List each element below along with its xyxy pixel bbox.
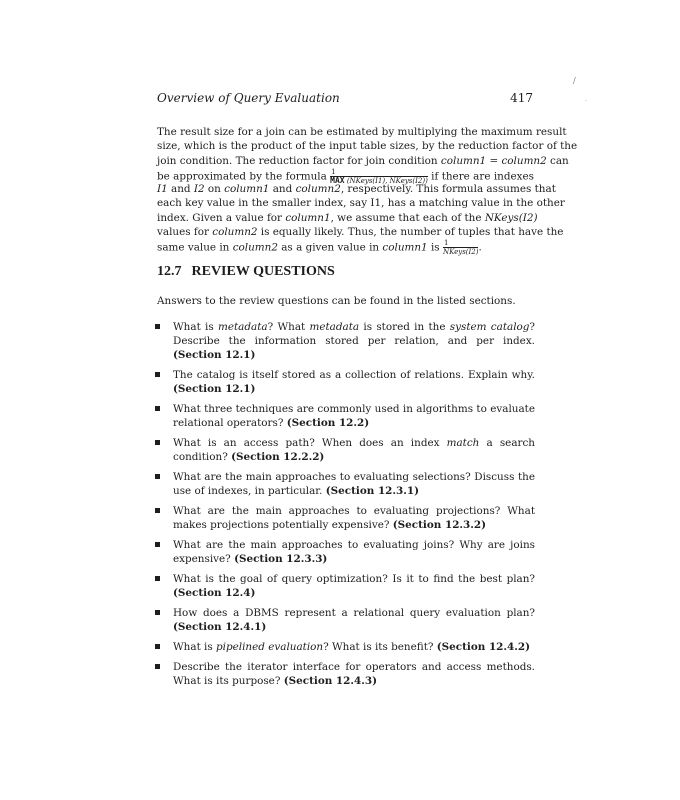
corner-dot: . — [585, 96, 587, 103]
review-question — [155, 538, 535, 566]
bullet-icon — [155, 508, 160, 513]
section-reference: (Section 12.4.3) — [283, 675, 377, 687]
page-number: 417 — [510, 91, 533, 105]
bullet-icon — [155, 610, 160, 615]
tuple-fraction: $\frac{1}{\text{NKeys(I2)}}$ — [442, 239, 479, 257]
section-reference: (Section 12.1) — [173, 349, 256, 361]
review-questions-list — [155, 320, 535, 688]
bullet-icon — [155, 324, 160, 329]
question-text: What is the goal of query optimization? Is it to find the best plan? — [173, 573, 535, 585]
section-title: REVIEW QUESTIONS — [191, 264, 335, 279]
corner-mark: / — [573, 76, 576, 85]
running-header — [157, 91, 537, 107]
section-heading — [157, 264, 335, 280]
question-text: What is an access path? When does an index match a search condition? — [173, 437, 535, 463]
paragraph-line: The result size for a join can be estimated by multiplying the maximum result — [157, 126, 567, 138]
question-text: How does a DBMS represent a relational query evaluation plan? — [173, 607, 535, 619]
paragraph-line: I1 and I2 on column1 and column2, respectively. This formula assumes that — [157, 183, 556, 196]
review-question — [155, 436, 535, 464]
bullet-icon — [155, 644, 160, 649]
bullet-icon — [155, 664, 160, 669]
section-reference: (Section 12.4.2) — [436, 641, 531, 653]
review-intro: Answers to the review questions can be found in the listed sections. — [157, 295, 516, 307]
paragraph-line: join condition. The reduction factor for join condition column1 = column2 can — [157, 154, 569, 167]
bullet-icon — [155, 440, 160, 445]
section-reference: (Section 12.1) — [173, 383, 256, 395]
review-question — [155, 606, 535, 634]
join-size-paragraph — [157, 125, 578, 257]
question-text: What are the main approaches to evaluating joins? Why are joins expensive? — [173, 539, 535, 565]
review-question — [155, 572, 535, 600]
paragraph-line: each key value in the smaller index, say I1, has a matching value in the other — [157, 197, 565, 210]
review-question — [155, 320, 535, 362]
bullet-icon — [155, 372, 160, 377]
question-text: What is pipelined evaluation? What is its benefit? — [173, 641, 437, 653]
reduction-factor-formula: $\frac{1}{\text{MAX (NKeys(I1), NKeys(I2))}}$ — [330, 167, 428, 185]
review-question — [155, 470, 535, 498]
paragraph-line: size, which is the product of the input table sizes, by the reduction factor of the — [157, 140, 578, 153]
section-reference: (Section 12.4) — [173, 587, 256, 599]
review-question — [155, 368, 535, 396]
section-reference: (Section 12.3.3) — [234, 553, 328, 565]
section-reference: (Section 12.4.1) — [173, 621, 267, 633]
question-text: Describe the iterator interface for operators and access methods. What is its purpose? — [173, 661, 535, 687]
review-question — [155, 640, 535, 654]
bullet-icon — [155, 406, 160, 411]
bullet-icon — [155, 576, 160, 581]
paragraph-line-formula: be approximated by the formula $\frac{1}{\text{MAX (NKeys(I1), NKeys(I2))}}$ if there are indexes — [157, 167, 534, 185]
section-reference: (Section 12.2) — [286, 417, 370, 429]
bullet-icon — [155, 474, 160, 479]
question-text: What three techniques are commonly used in algorithms to evaluate relational operators? — [173, 403, 535, 429]
question-text: What are the main approaches to evaluating projections? What makes projections potentially expensive? — [173, 505, 535, 531]
paragraph-line: index. Given a value for column1, we assume that each of the NKeys(I2) — [157, 211, 538, 224]
question-text: What is metadata? What metadata is stored in the system catalog? Describe the information stored per relation, and per index. — [173, 321, 535, 347]
review-question — [155, 660, 535, 688]
review-question — [155, 402, 535, 430]
question-text: What are the main approaches to evaluating selections? Discuss the use of indexes, in particular. — [173, 471, 535, 497]
review-question — [155, 504, 535, 532]
section-reference: (Section 12.2.2) — [231, 451, 325, 463]
running-title: Overview of Query Evaluation — [157, 91, 340, 105]
section-reference: (Section 12.3.2) — [392, 519, 487, 531]
bullet-icon — [155, 542, 160, 547]
paragraph-line-formula: same value in column2 as a given value in column1 is $\frac{1}{\text{NKeys(I2)}}$ . — [157, 239, 482, 257]
section-reference: (Section 12.3.1) — [325, 485, 420, 497]
question-text: The catalog is itself stored as a collection of relations. Explain why. — [173, 369, 535, 381]
paragraph-line: values for column2 is equally likely. Thus, the number of tuples that have the — [157, 226, 564, 239]
section-number: 12.7 — [157, 264, 182, 279]
